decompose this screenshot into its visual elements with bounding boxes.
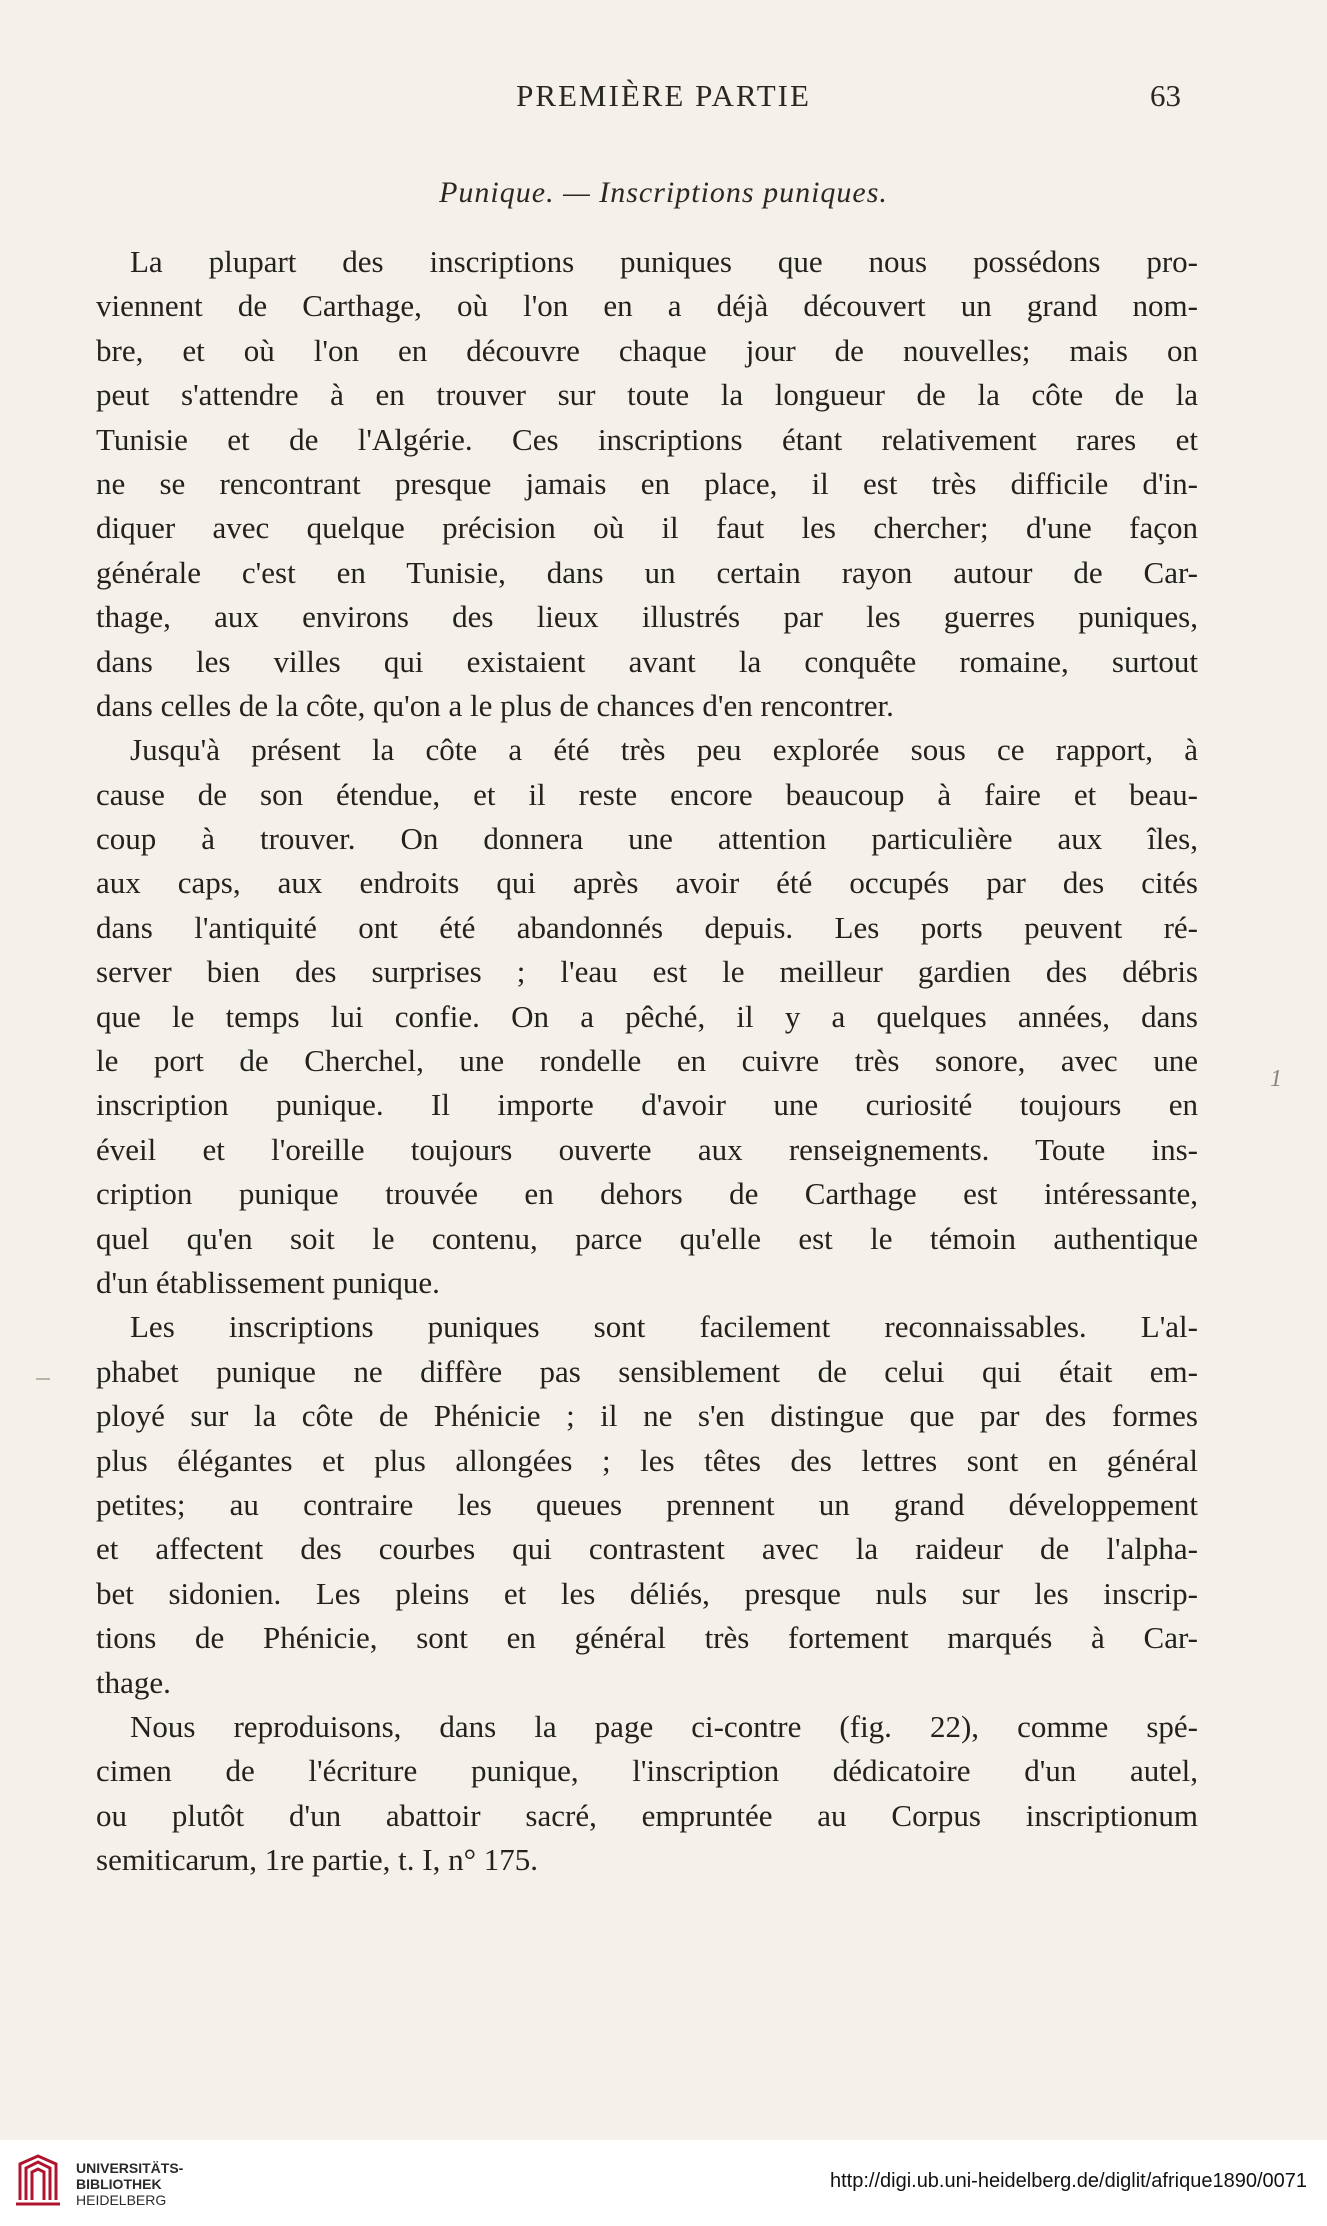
text-line: dans celles de la côte, qu'on a le plus de chances d'en rencontrer.	[96, 687, 894, 723]
text-line: bre, et où l'on en découvre chaque jour de nouvelles; mais on	[96, 332, 1198, 368]
text-line: que le temps lui confie. On a pêché, il y a quelques années, dans	[96, 998, 1198, 1034]
running-title: PREMIÈRE PARTIE	[516, 78, 811, 113]
text-line: server bien des surprises ; l'eau est le meilleur gardien des débris	[96, 954, 1198, 990]
text-line: générale c'est en Tunisie, dans un certain rayon autour de Car-	[96, 554, 1198, 590]
text-line: peut s'attendre à en trouver sur toute la longueur de la côte de la	[96, 377, 1198, 413]
page-number: 63	[1150, 78, 1181, 113]
text-line: Tunisie et de l'Algérie. Ces inscriptions étant relativement rares et	[96, 421, 1198, 457]
text-line: Nous reproduisons, dans la page ci-contre (fig. 22), comme spé-	[130, 1708, 1198, 1744]
library-name-line: BIBLIOTHEK	[76, 2176, 162, 2192]
paragraph-1	[96, 240, 1198, 728]
paragraph-2	[96, 728, 1198, 1305]
text-line: thage, aux environs des lieux illustrés par les guerres puniques,	[96, 599, 1198, 635]
margin-annotation: 1	[1270, 1066, 1282, 1092]
text-line: bet sidonien. Les pleins et les déliés, presque nuls sur les inscrip-	[96, 1575, 1198, 1611]
section-title: Punique. — Inscriptions puniques.	[439, 176, 888, 209]
margin-mark	[36, 1378, 50, 1380]
paragraph-4	[96, 1705, 1198, 1883]
library-name-line: HEIDELBERG	[76, 2192, 167, 2208]
library-logo-icon	[14, 2152, 62, 2212]
text-line: le port de Cherchel, une rondelle en cuivre très sonore, avec une	[96, 1043, 1198, 1079]
footer-bar	[0, 2140, 1327, 2226]
text-line: Jusqu'à présent la côte a été très peu explorée sous ce rapport, à	[130, 732, 1198, 768]
text-line: viennent de Carthage, où l'on en a déjà découvert un grand nom-	[96, 288, 1198, 324]
library-name-line: UNIVERSITÄTS-	[76, 2160, 184, 2176]
paragraph-3	[96, 1305, 1198, 1705]
text-line: coup à trouver. On donnera une attention particulière aux îles,	[96, 821, 1198, 857]
body-text	[96, 240, 1198, 1882]
text-line: petites; au contraire les queues prennent un grand développement	[96, 1486, 1198, 1522]
text-line: dans l'antiquité ont été abandonnés depuis. Les ports peuvent ré-	[96, 909, 1198, 945]
text-line: inscription punique. Il importe d'avoir une curiosité toujours en	[96, 1087, 1198, 1123]
library-name	[76, 2160, 183, 2208]
text-line: ne se rencontrant presque jamais en place, il est très difficile d'in-	[96, 465, 1198, 501]
text-line: éveil et l'oreille toujours ouverte aux renseignements. Toute ins-	[96, 1131, 1198, 1167]
text-line: phabet punique ne diffère pas sensiblement de celui qui était em-	[96, 1353, 1198, 1389]
text-line: d'un établissement punique.	[96, 1264, 440, 1300]
text-line: plus élégantes et plus allongées ; les têtes des lettres sont en général	[96, 1442, 1198, 1478]
text-line: cription punique trouvée en dehors de Carthage est intéressante,	[96, 1176, 1198, 1212]
text-line: ou plutôt d'un abattoir sacré, empruntée au Corpus inscriptionum	[96, 1797, 1198, 1833]
text-line: quel qu'en soit le contenu, parce qu'elle est le témoin authentique	[96, 1220, 1198, 1256]
text-line: diquer avec quelque précision où il faut les chercher; d'une façon	[96, 510, 1198, 546]
text-line: Les inscriptions puniques sont facilement reconnaissables. L'al-	[130, 1309, 1198, 1345]
text-line: dans les villes qui existaient avant la conquête romaine, surtout	[96, 643, 1198, 679]
text-line: La plupart des inscriptions puniques que nous possédons pro-	[130, 244, 1198, 279]
source-url-link[interactable]: http://digi.ub.uni-heidelberg.de/diglit/afrique1890/0071	[829, 2170, 1307, 2192]
text-line: thage.	[96, 1664, 171, 1700]
running-head	[0, 78, 1327, 118]
text-line: cimen de l'écriture punique, l'inscription dédicatoire d'un autel,	[96, 1753, 1198, 1789]
text-line: semiticarum, 1re partie, t. I, n° 175.	[96, 1842, 538, 1878]
text-line: tions de Phénicie, sont en général très fortement marqués à Car-	[96, 1620, 1198, 1656]
text-line: et affectent des courbes qui contrastent avec la raideur de l'alpha-	[96, 1531, 1198, 1567]
text-line: ployé sur la côte de Phénicie ; il ne s'en distingue que par des formes	[96, 1398, 1198, 1434]
text-line: aux caps, aux endroits qui après avoir été occupés par des cités	[96, 865, 1198, 901]
text-line: cause de son étendue, et il reste encore beaucoup à faire et beau-	[96, 776, 1198, 812]
